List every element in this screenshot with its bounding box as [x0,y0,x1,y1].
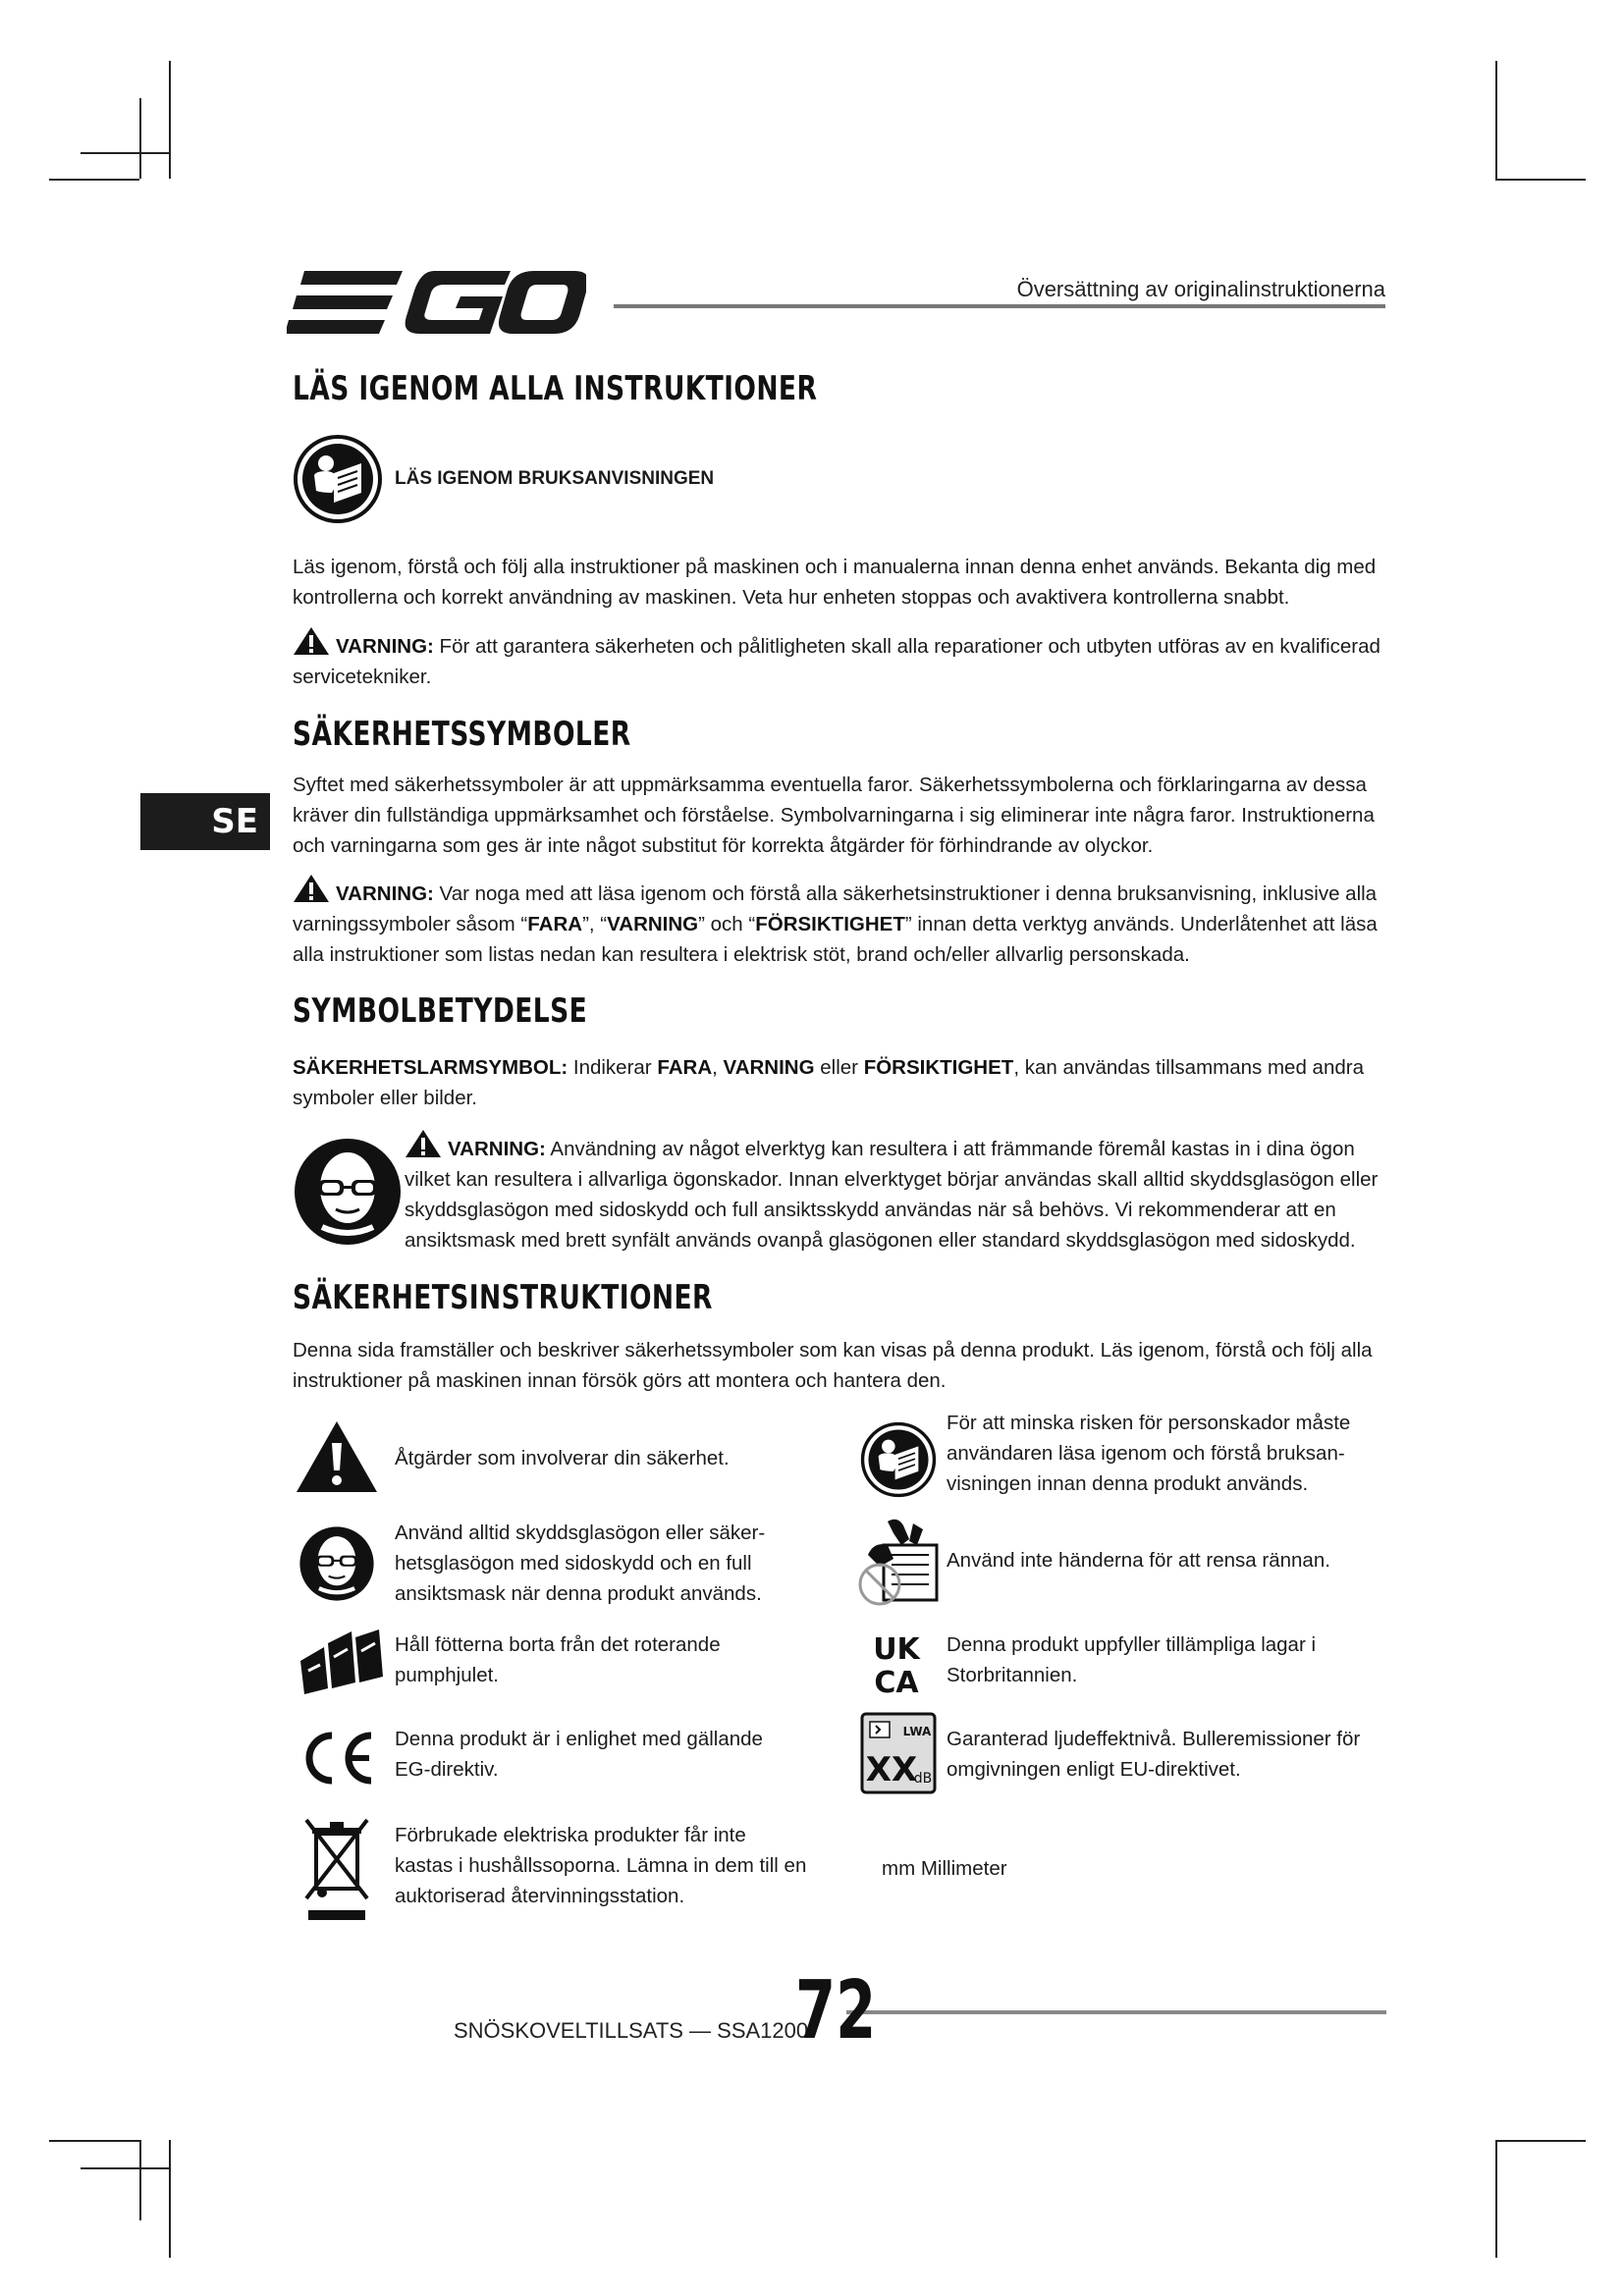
alarm-text: , kan användas tillsammans med andra symboler eller bilder. [293,1056,1364,1109]
forsiktighet-term: FÖRSIKTIGHET [755,913,905,935]
crop-mark [139,98,141,179]
intro-paragraph: Läs igenom, förstå och följ alla instruktioner på maskinen och i manualerna innan denna enhet används. Bekanta dig med kontrollerna och korrekt användning av maskinen. Veta hur enheten stoppas och avaktivera kontrollerna snabbt. [293,556,1377,609]
ukca-mark-icon [868,1631,925,1696]
symbol-text-read-manual: För att minska risken för personskador måste användaren läsa igenom och förstå bruksan- visningen innan denna produkt används. [947,1412,1351,1495]
crop-mark [81,2167,171,2169]
svg-text:UK: UK [873,1632,920,1667]
warning-triangle-icon [293,874,330,903]
page-number: 72 [795,1964,877,2057]
face-shield-goggles-icon [298,1525,375,1602]
warning-label: VARNING: [448,1138,546,1160]
read-manual-icon [293,434,383,524]
crossed-bin-icon [302,1816,371,1926]
fara-term: FARA [657,1056,713,1079]
separator: ”, “ [582,913,608,935]
symbol-text-no-hands: Använd inte händerna för att rensa rännan. [947,1549,1330,1572]
footer-rule [846,2010,1386,2014]
section-title-safety-symbols: SÄKERHETSSYMBOLER [293,715,631,754]
crop-mark [169,2140,171,2258]
read-manual-icon [860,1421,937,1498]
rotating-impeller-feet-icon [295,1628,385,1702]
crop-mark [49,2140,139,2142]
section-title-symbol-meaning: SYMBOLBETYDELSE [293,991,588,1031]
ce-mark-icon [298,1730,379,1787]
crop-mark [139,2140,141,2220]
svg-text:LWA: LWA [902,1725,932,1738]
symbol-text-millimeter: mm Millimeter [882,1857,1007,1880]
symbol-text-goggles: Använd alltid skyddsglasögon eller säker- hetsglasögon med sidoskydd och en full ansiktsmask när denna produkt används. [395,1522,766,1605]
section-title-safety-instructions: SÄKERHETSINSTRUKTIONER [293,1278,713,1317]
separator: , [712,1056,724,1079]
warning-paragraph-eyes [405,1129,1386,1255]
warning-triangle-icon [293,626,330,656]
varning-term: VARNING [723,1056,815,1079]
crop-mark [1495,61,1497,179]
warning-text: Användning av något elverktyg kan resultera i att främmande föremål kastas in i dina ögon vilket kan resultera i allvarliga ögonskador. Innan elverktyget börjar användas skall alltid skyddsglasögon eller skyddsglasögon med sidoskydd och full ansiktsskydd användas när så behövs. Vi rekommenderar att en ansiktsmask med brett synfält används ovanpå glasögonen eller standard skyddsglasögon med sidoskydd. [405,1138,1379,1252]
separator: ” och “ [698,913,756,935]
warning-paragraph-service [293,626,1386,692]
svg-text:CA: CA [874,1666,919,1696]
warning-text: ” innan detta verktyg används. Underlåtenhet att läsa alla instruktioner som listas nedan kan resultera i elektrisk stöt, brand och/eller allvarlig personskada. [293,913,1378,966]
symbol-text-ce: Denna produkt är i enlighet med gällande EG-direktiv. [395,1728,763,1781]
crop-mark [1495,179,1586,181]
footer-product: SNÖSKOVELTILLSATS — SSA1200 [454,2018,809,2043]
alarm-label: SÄKERHETSLARMSYMBOL: [293,1056,568,1079]
symbol-text-weee: Förbrukade elektriska produkter får inte kastas i hushållssoporna. Lämna in dem till en auktoriserad återvinningsstation. [395,1824,807,1907]
alarm-symbol-paragraph [293,1052,1386,1113]
safety-symbols-intro: Syftet med säkerhetssymboler är att uppmärksamma eventuella faror. Säkerhetssymbolerna och förklaringarna av dessa kräver din fullständiga uppmärksamhet och förståelse. Symbolvarningarna i sig eliminerar inte några faror. Instruktionerna och varningarna som ges är inte något substitut för korrekta åtgärder för förhindrande av olyckor. [293,774,1375,857]
no-hands-chute-icon [854,1516,943,1608]
header-rule [614,304,1385,308]
ego-logo [287,267,586,338]
crop-mark [1495,2140,1586,2142]
warning-text: För att garantera säkerheten och pålitligheten skall alla reparationer och utbyten utföras av en kvalificerad servicetekniker. [293,635,1380,688]
read-manual-label: LÄS IGENOM BRUKSANVISNINGEN [395,468,715,489]
symbol-text-safety: Åtgärder som involverar din säkerhet. [395,1447,730,1469]
warning-label: VARNING: [336,635,434,658]
fara-term: FARA [527,913,583,935]
forsiktighet-term: FÖRSIKTIGHET [863,1056,1014,1079]
warning-label: VARNING: [336,882,434,905]
face-shield-goggles-icon [293,1137,403,1247]
crop-mark [81,152,171,154]
crop-mark [1495,2140,1497,2258]
language-tab: SE [140,793,270,850]
section-title-read-all: LÄS IGENOM ALLA INSTRUKTIONER [293,369,818,408]
svg-text:XX: XX [865,1750,918,1789]
sound-power-icon [860,1712,937,1794]
alarm-text: Indikerar [568,1056,658,1079]
translation-note: Översättning av originalinstruktionerna [1016,277,1385,301]
warning-text: Var noga med att läsa igenom och förstå alla säkerhetsinstruktioner i denna bruksanvisning, inklusive alla varningssymboler såsom “ [293,882,1378,935]
separator: eller [814,1056,864,1079]
safety-instructions-intro: Denna sida framställer och beskriver säkerhetssymboler som kan visas på denna produkt. Läs igenom, förstå och följ alla instruktioner på maskinen innan försök görs att montera och hantera den. [293,1339,1373,1392]
symbol-text-sound: Garanterad ljudeffektnivå. Bulleremissioner för omgivningen enligt EU-direktivet. [947,1728,1361,1781]
crop-mark [169,61,171,179]
svg-text:dB: dB [913,1771,933,1787]
symbol-text-impeller: Håll fötterna borta från det roterande pumphjulet. [395,1633,721,1686]
symbol-text-ukca: Denna produkt uppfyller tillämpliga lagar i Storbritannien. [947,1633,1317,1686]
warning-triangle-icon [295,1419,379,1494]
warning-paragraph-symbols [293,874,1386,970]
varning-term: VARNING [607,913,699,935]
crop-mark [49,179,139,181]
warning-triangle-icon [405,1129,442,1158]
